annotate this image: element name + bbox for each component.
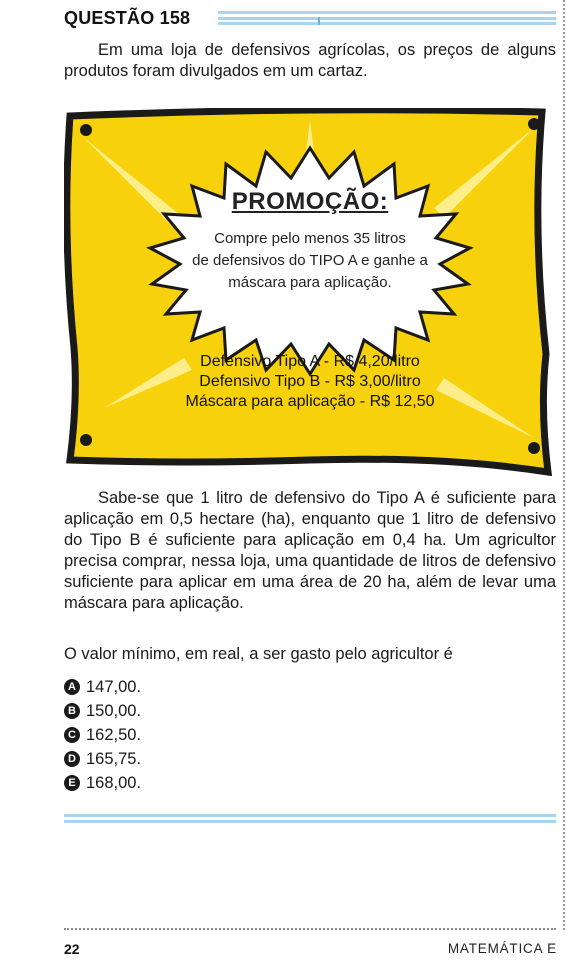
- page-number: 22: [64, 941, 80, 957]
- promo-line: de defensivos do TIPO A e ganhe a: [192, 252, 428, 269]
- answer-option-e[interactable]: [64, 772, 364, 794]
- option-text: 168,00.: [86, 774, 142, 792]
- option-text: 165,75.: [86, 750, 142, 768]
- poster-hole-icon: [80, 434, 92, 446]
- answer-option-d[interactable]: [64, 748, 364, 770]
- option-letter-icon: C: [64, 727, 80, 743]
- question-prompt: O valor mínimo, em real, a ser gasto pelo agricultor é: [64, 645, 453, 663]
- question-title: QUESTÃO 158: [64, 8, 191, 28]
- answer-option-a[interactable]: [64, 676, 364, 698]
- answer-option-b[interactable]: [64, 700, 364, 722]
- poster-graphic: [64, 108, 556, 480]
- question-end-bars: [64, 814, 556, 823]
- option-letter-icon: A: [64, 679, 80, 695]
- header-decor-bars: [218, 11, 556, 25]
- price-line: Máscara para aplicação - R$ 12,50: [185, 393, 435, 410]
- option-letter-icon: E: [64, 775, 80, 791]
- promo-line: máscara para aplicação.: [228, 274, 392, 291]
- promo-title: PROMOÇÃO:: [231, 188, 389, 215]
- right-margin-rule: [563, 0, 565, 930]
- promo-line: Compre pelo menos 35 litros: [214, 230, 406, 247]
- answer-options: [64, 676, 364, 796]
- option-text: 147,00.: [86, 678, 142, 696]
- question-body: Sabe-se que 1 litro de defensivo do Tipo A é suficiente para aplicação em 0,5 hectare (ha), enquanto que 1 litro de defensivo do Tipo B é suficiente para aplicação em 0,4 ha. Um agricultor precisa comprar, nessa loja, uma quantidade de litros de defensivo suficiente para aplicar em uma área de 20 ha, além de levar uma máscara para aplicação.: [64, 489, 556, 612]
- option-text: 162,50.: [86, 726, 142, 744]
- poster-hole-icon: [528, 442, 540, 454]
- answer-option-c[interactable]: [64, 724, 364, 746]
- footer-rule: [64, 928, 556, 930]
- promo-poster: [64, 108, 556, 480]
- poster-hole-icon: [80, 124, 92, 136]
- price-line: Defensivo Tipo B - R$ 3,00/litro: [199, 373, 421, 390]
- option-text: 150,00.: [86, 702, 142, 720]
- subject-label: MATEMÁTICA E: [447, 941, 557, 956]
- question-header: [64, 6, 556, 30]
- poster-hole-icon: [528, 118, 540, 130]
- option-letter-icon: D: [64, 751, 80, 767]
- option-letter-icon: B: [64, 703, 80, 719]
- question-intro: Em uma loja de defensivos agrícolas, os preços de alguns produtos foram divulgados em um cartaz.: [64, 41, 556, 80]
- price-line: Defensivo Tipo A - R$ 4,20/litro: [200, 353, 420, 370]
